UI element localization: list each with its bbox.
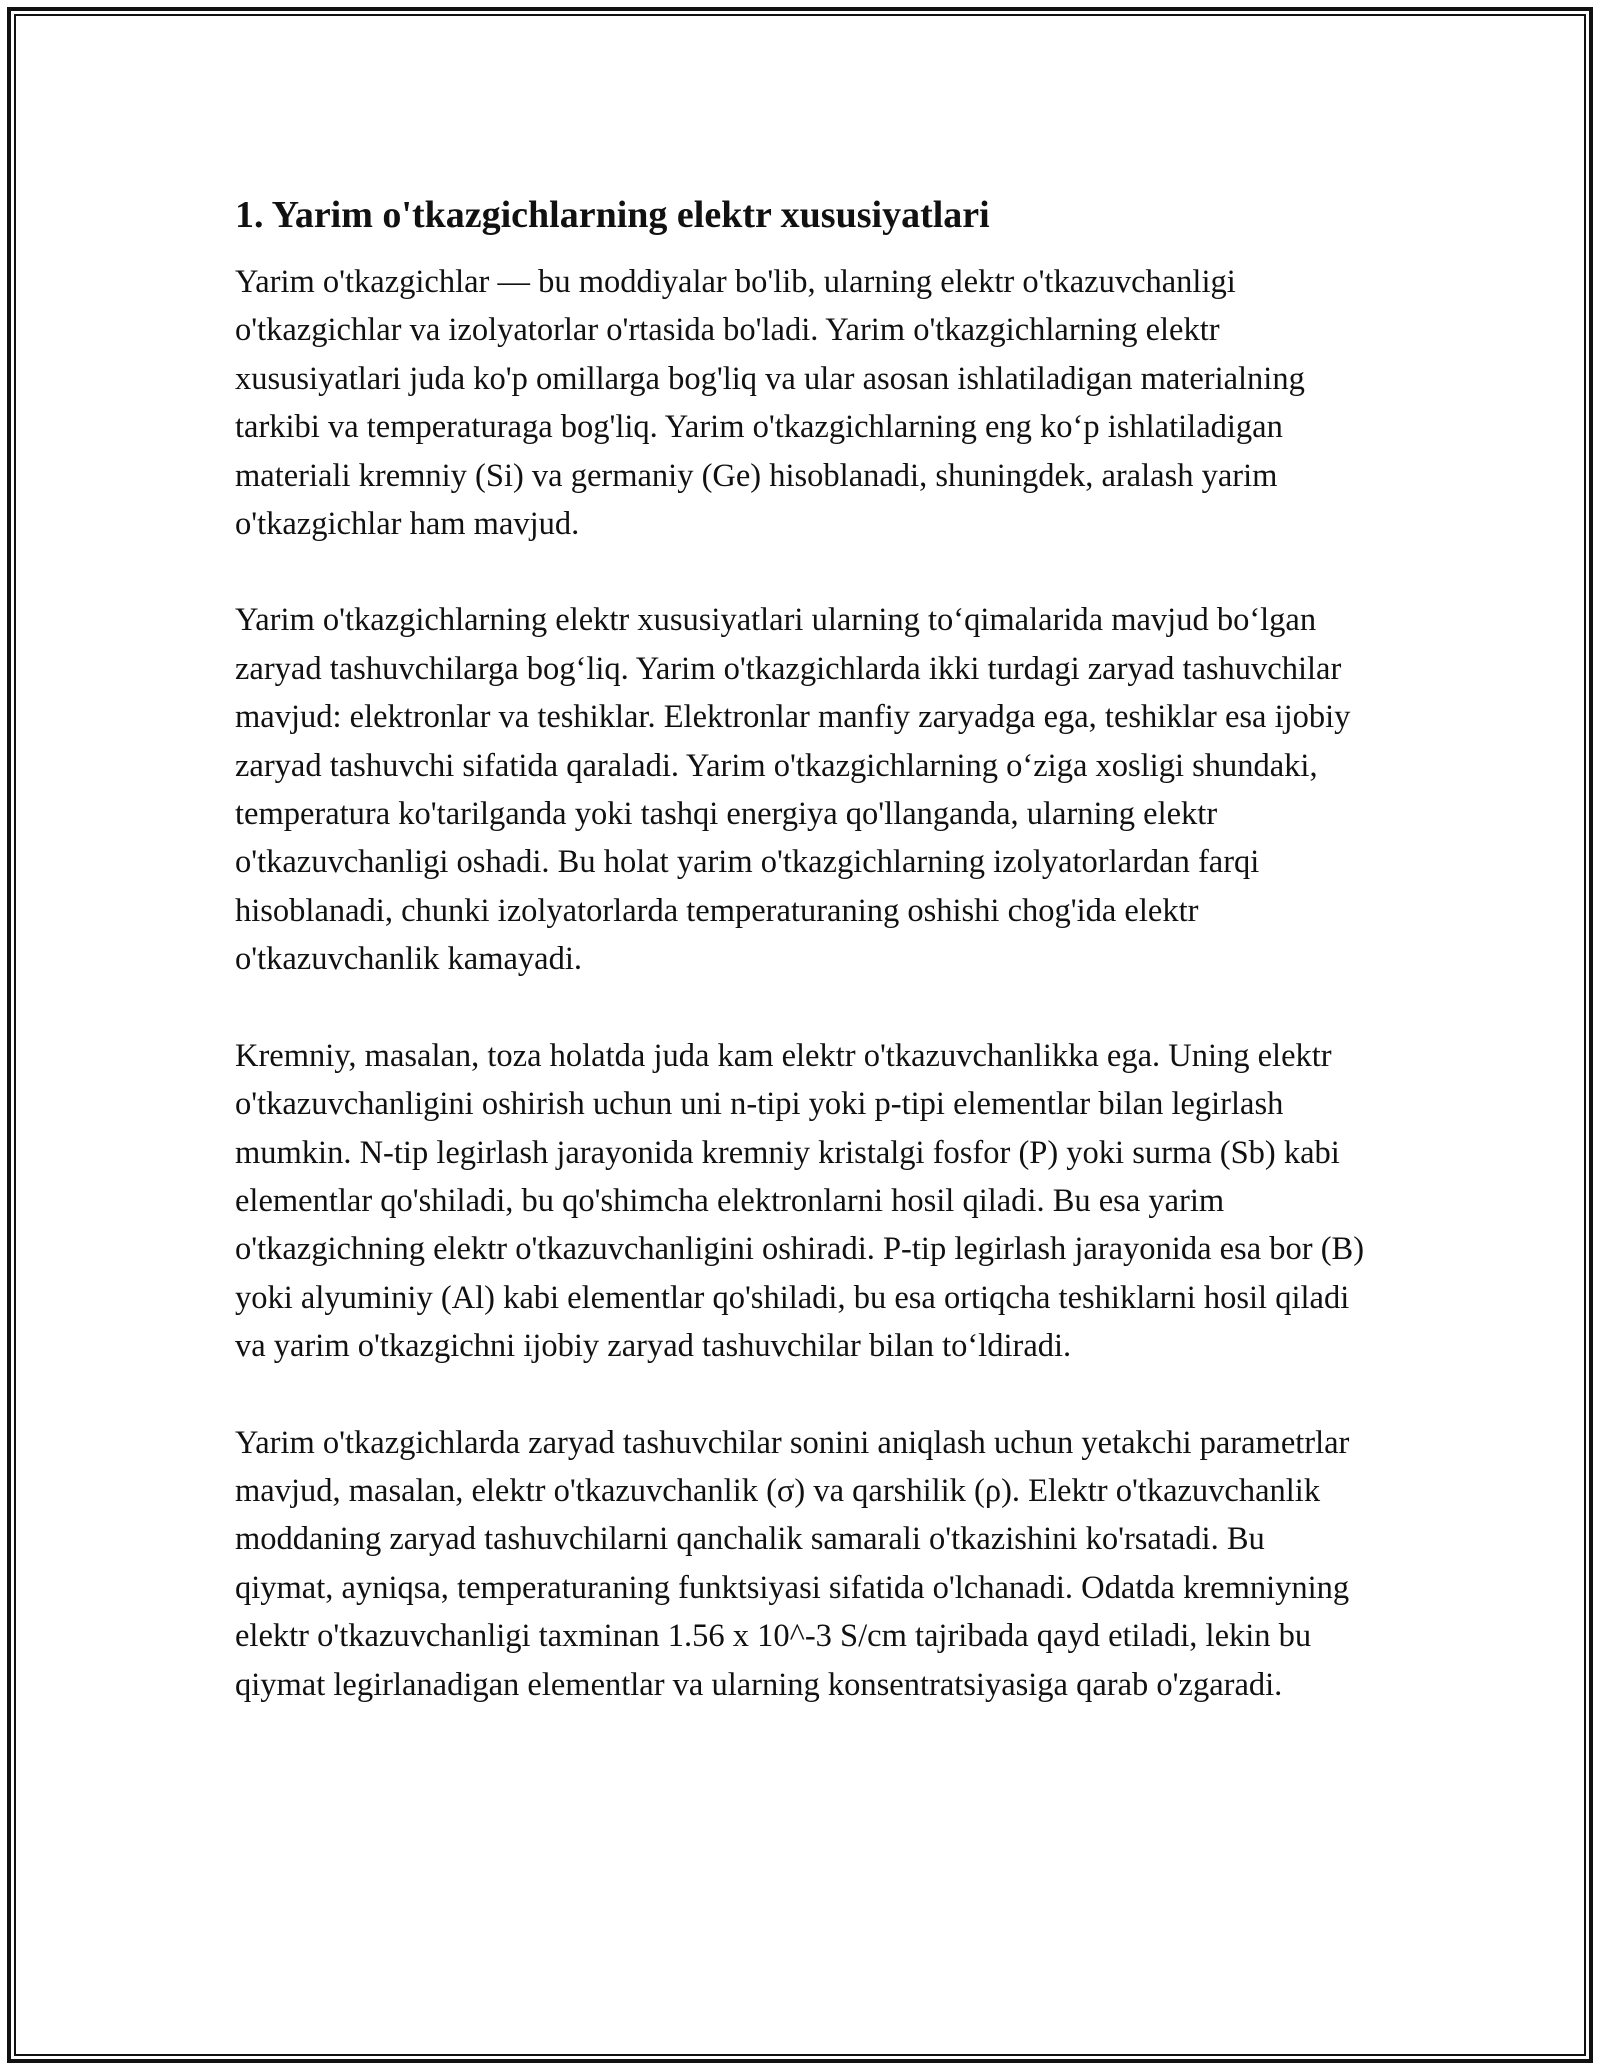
section-heading: 1. Yarim o'tkazgichlarning elektr xususiyatlari	[235, 194, 990, 236]
paragraph-4: Yarim o'tkazgichlarda zaryad tashuvchilar sonini aniqlash uchun yetakchi parametrlar mavjud, masalan, elektr o'tkazuvchanlik (σ) va qarshilik (ρ). Elektr o'tkazuvchanlik moddaning zaryad tashuvchilarni qanchalik samarali o'tkazishini ko'rsatadi. Bu qiymat, ayniqsa, temperaturaning funktsiyasi sifatida o'lchanadi. Odatda kremniyning elektr o'tkazuvchanligi taxminan 1.56 x 10^-3 S/cm tajribada qayd etiladi, lekin bu qiymat legirlanadigan elementlar va ularning konsentratsiyasiga qarab o'zgaradi.	[235, 1424, 1350, 1703]
paragraph-1: Yarim o'tkazgichlar — bu moddiyalar bo'lib, ularning elektr o'tkazuvchanligi o'tkazgichlar va izolyatorlar o'rtasida bo'ladi. Yarim o'tkazgichlarning elektr xususiyatlari juda ko'p omillarga bog'liq va ular asosan ishlatiladigan materialning tarkibi va temperaturaga bog'liq. Yarim o'tkazgichlarning eng ko‘p ishlatiladigan materiali kremniy (Si) va germaniy (Ge) hisoblanadi, shuningdek, aralash yarim o'tkazgichlar ham mavjud.	[235, 264, 1305, 543]
paragraph-3: Kremniy, masalan, toza holatda juda kam elektr o'tkazuvchanlikka ega. Uning elektr o'tkazuvchanligini oshirish uchun uni n-tipi yoki p-tipi elementlar bilan legirlash mumkin. N-tip legirlash jarayonida kremniy kristalgi fosfor (P) yoki surma (Sb) kabi elementlar qo'shiladi, bu qo'shimcha elektronlarni hosil qiladi. Bu esa yarim o'tkazgichning elektr o'tkazuvchanligini oshiradi. P-tip legirlash jarayonida esa bor (B) yoki alyuminiy (Al) kabi elementlar qo'shiladi, bu esa ortiqcha teshiklarni hosil qiladi va yarim o'tkazgichni ijobiy zaryad tashuvchilar bilan to‘ldiradi.	[235, 1037, 1365, 1365]
paragraph-2: Yarim o'tkazgichlarning elektr xususiyatlari ularning to‘qimalarida mavjud bo‘lgan zaryad tashuvchilarga bog‘liq. Yarim o'tkazgichlarda ikki turdagi zaryad tashuvchilar mavjud: elektronlar va teshiklar. Elektronlar manfiy zaryadga ega, teshiklar esa ijobiy zaryad tashuvchi sifatida qaraladi. Yarim o'tkazgichlarning o‘ziga xosligi shundaki, temperatura ko'tarilganda yoki tashqi energiya qo'llanganda, ularning elektr o'tkazuvchanligi oshadi. Bu holat yarim o'tkazgichlarning izolyatorlardan farqi hisoblanadi, chunki izolyatorlarda temperaturaning oshishi chog'ida elektr o'tkazuvchanlik kamayadi.	[235, 602, 1351, 978]
document-body	[235, 186, 1365, 1709]
